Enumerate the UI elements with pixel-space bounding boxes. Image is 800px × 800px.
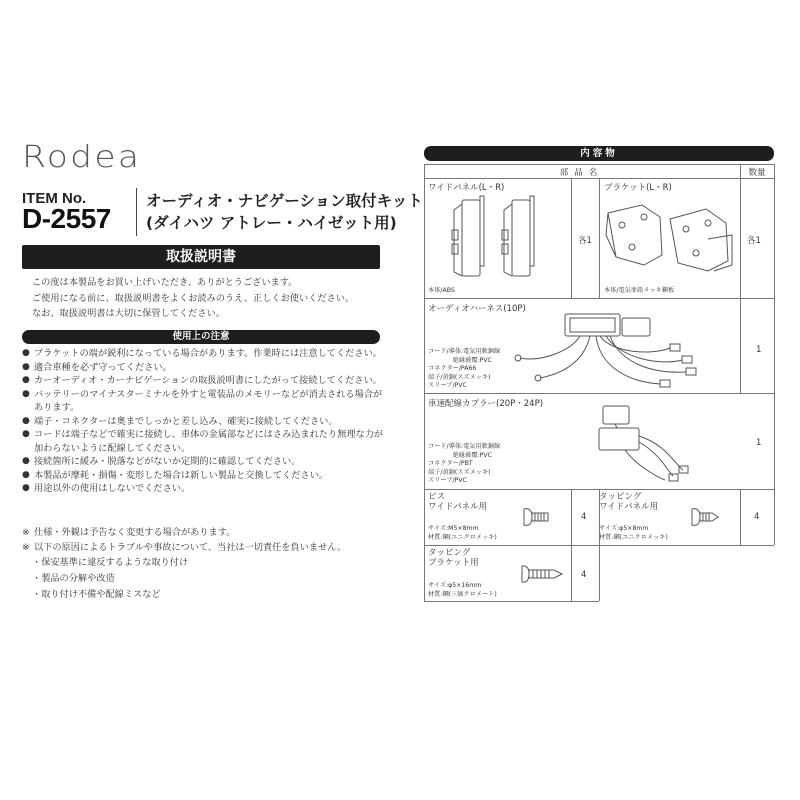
tapping-panel-title: タッピング — [599, 492, 642, 502]
tapping-panel-subtitle: ワイドパネル用 — [599, 502, 659, 512]
spec-line: 絶縁被覆:PVC — [428, 356, 492, 364]
tapping-bracket-title: タッピング — [428, 548, 471, 558]
tapping-bracket-name — [428, 548, 479, 568]
product-name — [146, 190, 423, 234]
item-divider — [136, 188, 137, 236]
vehicle-coupler-name: 車速配線カプラー(20P・24P) — [428, 399, 544, 409]
spec-line: 端子/黄銅(スズメッキ) — [428, 373, 491, 381]
note-item: ※ 仕様・外観は予告なく変更する場合があります。 — [22, 525, 392, 540]
tapping-panel-name — [599, 492, 658, 512]
note-item: ※ 以下の原因によるトラブルや事故について、当社は一切責任を負いません。 — [22, 540, 392, 555]
intro-line: なお、取扱説明書は大切に保管してください。 — [32, 308, 225, 319]
caution-item: ● 端子・コネクターは奥までしっかと差し込み、確実に接続してください。 — [22, 415, 384, 429]
screw-icon — [522, 506, 552, 528]
brand-logo: Rodea — [22, 140, 142, 175]
long-tapping-screw-icon — [520, 564, 564, 584]
manual-title: 取扱説明書 — [22, 245, 380, 269]
vehicle-coupler-qty: 1 — [756, 438, 762, 448]
caution-heading: 使用上の注意 — [22, 330, 380, 344]
vehicle-coupler-illustration — [555, 404, 700, 486]
caution-item: ● 接続箇所に緩み・脱落などがないか定期的に確認してください。 — [22, 455, 384, 469]
tapping-bracket-subtitle: ブラケット用 — [428, 558, 479, 568]
bracket-material: 本体/電気亜鉛メッキ鋼板 — [604, 287, 675, 294]
spec-line: サイズ:φ5×16mm — [428, 582, 482, 589]
intro-line: ご使用になる前に、取扱説明書をよくお読みのうえ、正しくお使いください。 — [32, 292, 355, 304]
disclaimer-list — [32, 555, 188, 603]
contents-heading: 内容物 — [424, 146, 774, 161]
column-qty-header: 数量 — [748, 168, 766, 178]
screw-subtitle: ワイドパネル用 — [428, 502, 488, 512]
tapping-panel-specs — [599, 525, 668, 542]
item-header — [22, 188, 423, 238]
bracket-name: ブラケット(L・R) — [604, 183, 672, 193]
spec-line: スリーブ/PVC — [428, 477, 467, 484]
audio-harness-illustration — [510, 312, 700, 390]
spec-line: コード/導体:電気用軟銅線 — [428, 348, 501, 355]
screw-name — [428, 492, 487, 512]
wide-panel-name: ワイドパネル(L・R) — [428, 183, 505, 193]
screw-title: ビス — [428, 492, 446, 502]
caution-item: ● コードは端子などで確実に接続し、車体の金属部などにはさみ込まれたり無理な力が加わらないように配線してください。 — [22, 428, 384, 455]
audio-harness-qty: 1 — [756, 345, 762, 355]
bracket-qty: 各1 — [747, 236, 761, 246]
spec-line: コード/導体:電気用軟銅線 — [428, 443, 501, 450]
spec-line: スリーブ/PVC — [428, 382, 467, 389]
vehicle-coupler-specs — [428, 443, 500, 486]
audio-harness-name: オーディオハーネス(10P) — [428, 304, 526, 314]
wide-panel-illustration — [440, 192, 560, 282]
disclaimer-item: ・ 保安基準に違反するような取り付け — [32, 555, 188, 571]
caution-item: ● 適合車種を必ず守ってください。 — [22, 361, 384, 375]
tapping-screw-icon — [690, 506, 720, 528]
tapping-bracket-specs — [428, 582, 497, 599]
audio-harness-specs — [428, 348, 500, 391]
wide-panel-material: 本体/ABS — [428, 287, 455, 294]
caution-item: ● ブラケットの端が鋭利になっている場合があります。作業時には注意してください。 — [22, 347, 384, 361]
wide-panel-qty: 各1 — [578, 236, 592, 246]
spec-line: 端子/黄銅(スズメッキ) — [428, 468, 491, 476]
spec-line: 材質:鋼(ユニクロメッキ) — [599, 533, 668, 541]
caution-item: ● 本製品が摩耗・損傷・変形した場合は新しい製品と交換してください。 — [22, 469, 384, 483]
item-code: D-2557 — [22, 203, 111, 234]
spec-line: 絶縁被覆:PVC — [428, 451, 492, 459]
intro-line: この度は本製品をお買い上げいただき、ありがとうございます。 — [32, 277, 298, 288]
caution-list — [22, 347, 384, 496]
tapping-panel-qty: 4 — [754, 512, 760, 522]
caution-item: ● カーオーディオ・カーナビゲーションの取扱説明書にしたがって接続してください。 — [22, 374, 384, 388]
column-parts-header: 部品名 — [559, 168, 604, 178]
screw-qty: 4 — [581, 512, 587, 522]
spec-line: 材質:鋼(ユニクロメッキ) — [428, 533, 497, 541]
bracket-illustration — [604, 195, 736, 280]
spec-line: サイズ:M5×8mm — [428, 525, 479, 532]
spec-line: 材質:鋼(三価クロメート) — [428, 590, 497, 598]
intro-text — [32, 275, 382, 322]
spec-line: サイズ:φ5×8mm — [599, 525, 649, 532]
screw-specs — [428, 525, 497, 542]
spec-line: コネクター/PA66 — [428, 365, 477, 372]
product-name-line2: (ダイハツ アトレー・ハイゼット用) — [146, 214, 397, 232]
item-number-label: ITEM No. — [22, 190, 87, 207]
disclaimer-item: ・ 取り付け不備や配線ミスなど — [32, 587, 188, 603]
spec-line: コネクター/PBT — [428, 460, 473, 467]
caution-item: ● バッテリーのマイナスターミナルを外すと電装品のメモリーなどが消去される場合があります。 — [22, 388, 384, 415]
caution-item: ● 用途以外の使用はしないでください。 — [22, 482, 384, 496]
notes — [22, 525, 392, 555]
disclaimer-item: ・ 製品の分解や改造 — [32, 571, 188, 587]
product-name-line1: オーディオ・ナビゲーション取付キット — [146, 192, 423, 210]
tapping-bracket-qty: 4 — [581, 570, 587, 580]
